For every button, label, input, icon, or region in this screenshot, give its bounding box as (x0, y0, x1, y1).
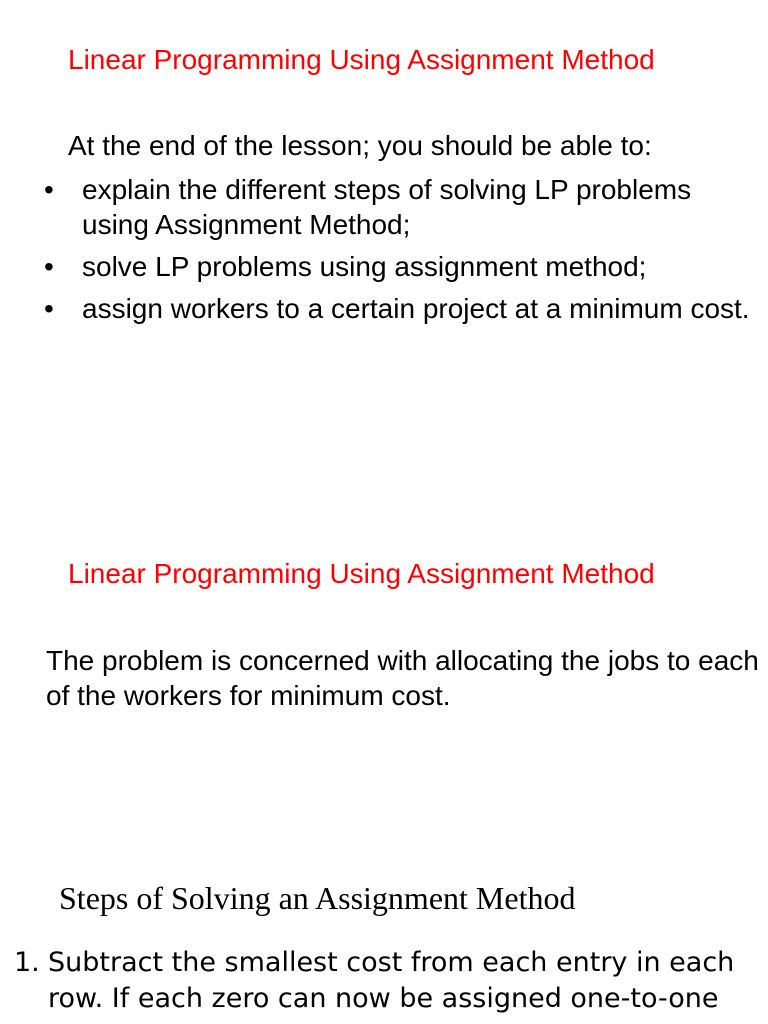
step-number: 1. (14, 947, 40, 978)
objectives-list (44, 172, 764, 333)
slide-2-text: The problem is concerned with allocating the jobs to each of the workers for minimum cost. (46, 645, 759, 711)
slide-1-title: Linear Programming Using Assignment Method (68, 44, 655, 75)
steps-list (14, 945, 754, 1017)
slide-2-title: Linear Programming Using Assignment Method (68, 558, 655, 589)
list-item (14, 945, 754, 1017)
bullet-text: solve LP problems using assignment method; (82, 251, 647, 282)
bullet-icon: • (44, 251, 54, 282)
slide-1-intro: At the end of the lesson; you should be able to: (68, 130, 652, 161)
bullet-icon: • (44, 174, 54, 205)
list-item (44, 172, 764, 242)
slide-3-title: Steps of Solving an Assignment Method (59, 880, 576, 916)
slide-1 (0, 0, 768, 500)
bullet-text: assign workers to a certain project at a minimum cost. (82, 293, 750, 324)
bullet-text: explain the different steps of solving LP problems using Assignment Method; (82, 174, 692, 240)
bullet-icon: • (44, 293, 54, 324)
step-text: Subtract the smallest cost from each entry in each row. If each zero can now be assigned one-to-one (48, 947, 735, 1014)
list-item (44, 249, 764, 284)
list-item (44, 291, 764, 326)
